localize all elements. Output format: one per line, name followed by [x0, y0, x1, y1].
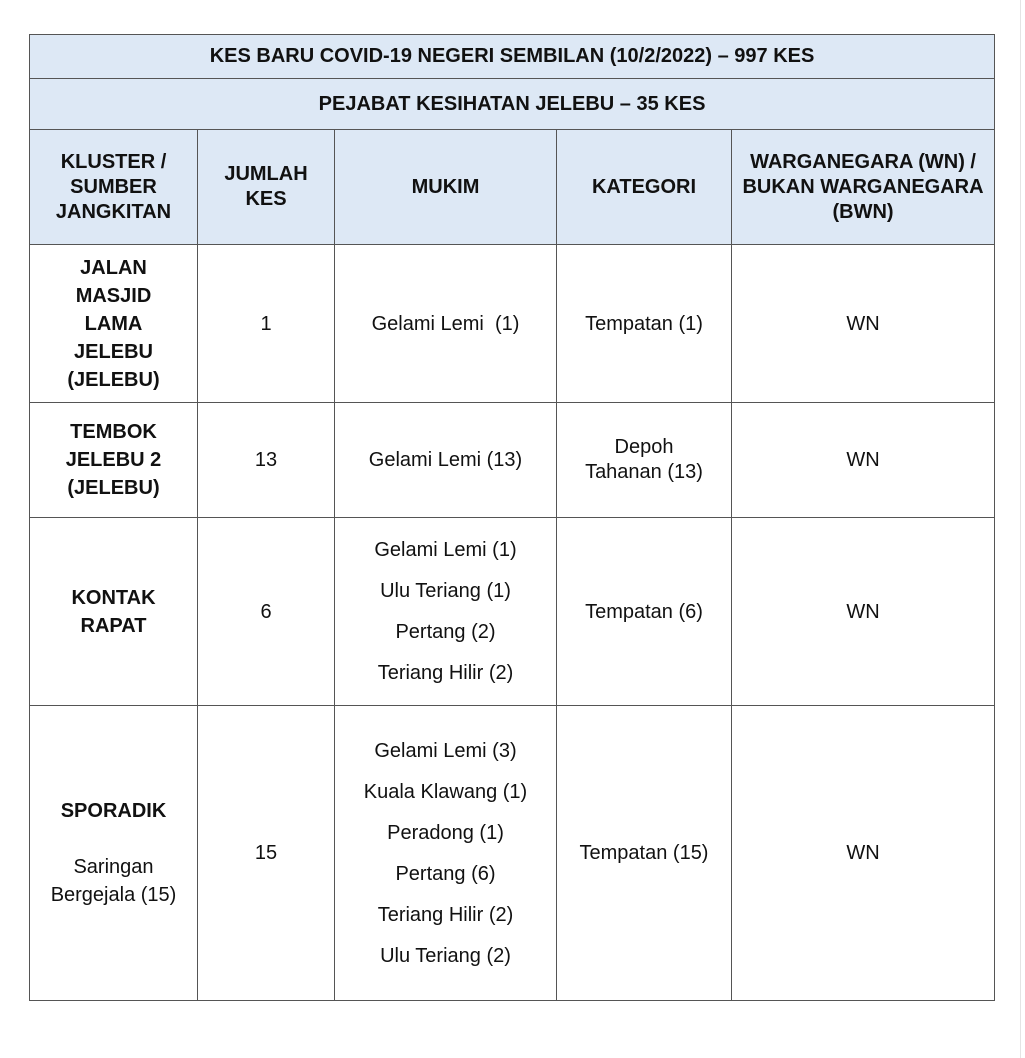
kluster-label: TEMBOK JELEBU 2 (JELEBU)	[65, 421, 162, 499]
mukim-item: Ulu Teriang (2)	[380, 944, 511, 967]
mukim-item: Pertang (2)	[395, 621, 496, 643]
table-row	[30, 518, 995, 706]
mukim-item: Ulu Teriang (1)	[380, 580, 511, 602]
kluster-label: SPORADIK	[60, 800, 167, 822]
mukim-item: Kuala Klawang (1)	[363, 780, 528, 803]
kluster-note: Saringan Bergejala (15)	[50, 856, 177, 906]
table-subtitle: PEJABAT KESIHATAN JELEBU – 35 KES	[30, 79, 995, 130]
kategori-cell: Tempatan (1)	[557, 245, 732, 403]
kluster-label: JALAN MASJID LAMA JELEBU (JELEBU)	[67, 256, 160, 391]
mukim-item: Gelami Lemi (3)	[374, 739, 517, 762]
mukim-item: Pertang (6)	[395, 862, 496, 885]
jumlah-cell: 13	[198, 403, 335, 518]
header-warganegara: WARGANEGARA (WN) / BUKAN WARGANEGARA (BWN)	[732, 130, 995, 245]
jumlah-cell: 6	[198, 518, 335, 706]
wn-cell: WN	[732, 706, 995, 1001]
table-row	[30, 403, 995, 518]
mukim-item: Peradong (1)	[387, 821, 504, 844]
header-mukim: MUKIM	[335, 130, 557, 245]
wn-cell: WN	[732, 245, 995, 403]
kategori-cell: Depoh Tahanan (13)	[557, 403, 732, 518]
page-edge-divider	[1020, 0, 1021, 1058]
mukim-item: Gelami Lemi (1)	[371, 312, 520, 335]
header-kategori: KATEGORI	[557, 130, 732, 245]
kluster-cell	[30, 403, 198, 518]
table-title: KES BARU COVID-19 NEGERI SEMBILAN (10/2/2022) – 997 KES	[30, 35, 995, 79]
mukim-item: Teriang Hilir (2)	[377, 662, 514, 684]
wn-cell: WN	[732, 403, 995, 518]
mukim-cell	[335, 245, 557, 403]
jumlah-cell: 1	[198, 245, 335, 403]
mukim-item: Gelami Lemi (13)	[368, 449, 523, 471]
table-row	[30, 245, 995, 403]
wn-cell: WN	[732, 518, 995, 706]
mukim-cell	[335, 706, 557, 1001]
mukim-item: Teriang Hilir (2)	[377, 903, 514, 926]
kategori-cell: Tempatan (6)	[557, 518, 732, 706]
kluster-cell	[30, 706, 198, 1001]
kluster-cell	[30, 518, 198, 706]
table-row	[30, 706, 995, 1001]
mukim-cell	[335, 403, 557, 518]
mukim-cell	[335, 518, 557, 706]
kluster-label: KONTAK RAPAT	[71, 586, 156, 637]
header-kluster: KLUSTER / SUMBER JANGKITAN	[30, 130, 198, 245]
kategori-cell: Tempatan (15)	[557, 706, 732, 1001]
header-jumlah: JUMLAH KES	[198, 130, 335, 245]
kluster-cell	[30, 245, 198, 403]
mukim-item: Gelami Lemi (1)	[374, 539, 517, 561]
jumlah-cell: 15	[198, 706, 335, 1001]
covid-cases-table	[29, 34, 995, 1001]
